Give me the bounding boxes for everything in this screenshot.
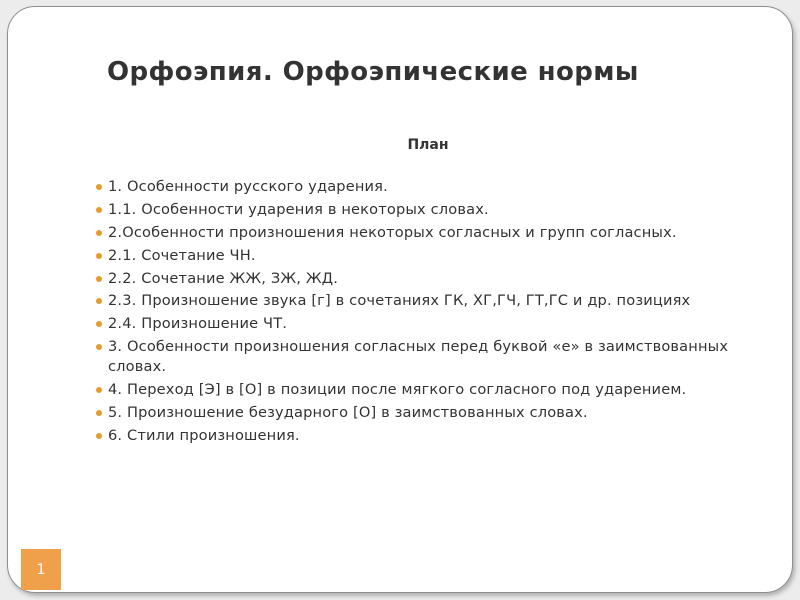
list-item bbox=[96, 314, 776, 334]
list-item-text: 3. Особенности произношения согласных перед буквой «е» в заимствованных словах. bbox=[108, 338, 729, 376]
list-item bbox=[96, 246, 776, 266]
list-item bbox=[96, 200, 776, 220]
bullet-icon bbox=[96, 276, 102, 282]
list-item-text: 2.1. Сочетание ЧН. bbox=[108, 246, 256, 264]
list-item-text: 2.4. Произношение ЧТ. bbox=[108, 315, 288, 333]
bullet-icon bbox=[96, 298, 102, 304]
bullet-icon bbox=[96, 344, 102, 350]
list-item bbox=[96, 426, 776, 446]
list-item-text: 6. Стили произношения. bbox=[108, 426, 300, 444]
slide bbox=[7, 6, 793, 593]
list-item bbox=[96, 291, 776, 311]
bullet-icon bbox=[96, 253, 102, 259]
list-item bbox=[96, 380, 776, 400]
list-item bbox=[96, 223, 776, 243]
slide-title: Орфоэпия. Орфоэпические нормы bbox=[107, 57, 639, 87]
list-item-text: 2.2. Сочетание ЖЖ, ЗЖ, ЖД. bbox=[108, 269, 339, 287]
bullet-icon bbox=[96, 184, 102, 190]
list-item bbox=[96, 177, 776, 197]
list-item-text: 1. Особенности русского ударения. bbox=[108, 178, 388, 195]
list-item bbox=[96, 337, 776, 377]
bullet-icon bbox=[96, 321, 102, 327]
list-item-text: 2.Особенности произношения некоторых согласных и групп согласных. bbox=[108, 223, 677, 241]
list-item-text: 4. Переход [Э] в [О] в позиции после мягкого согласного под ударением. bbox=[108, 381, 687, 399]
bullet-icon bbox=[96, 433, 102, 439]
bullet-icon bbox=[96, 387, 102, 393]
list-item-text: 1.1. Особенности ударения в некоторых словах. bbox=[108, 200, 489, 218]
slide-number-badge: 1 bbox=[21, 549, 61, 590]
list-item bbox=[96, 269, 776, 289]
bullet-icon bbox=[96, 410, 102, 416]
bullet-icon bbox=[96, 230, 102, 236]
list-item-text: 2.3. Произношение звука [г] в сочетаниях ГК, ХГ,ГЧ, ГТ,ГС и др. позициях bbox=[108, 292, 691, 310]
list-item bbox=[96, 403, 776, 423]
bullet-icon bbox=[96, 207, 102, 213]
plan-heading: План bbox=[407, 137, 449, 153]
list-item-text: 5. Произношение безударного [О] в заимствованных словах. bbox=[108, 404, 588, 422]
plan-list bbox=[96, 177, 776, 449]
